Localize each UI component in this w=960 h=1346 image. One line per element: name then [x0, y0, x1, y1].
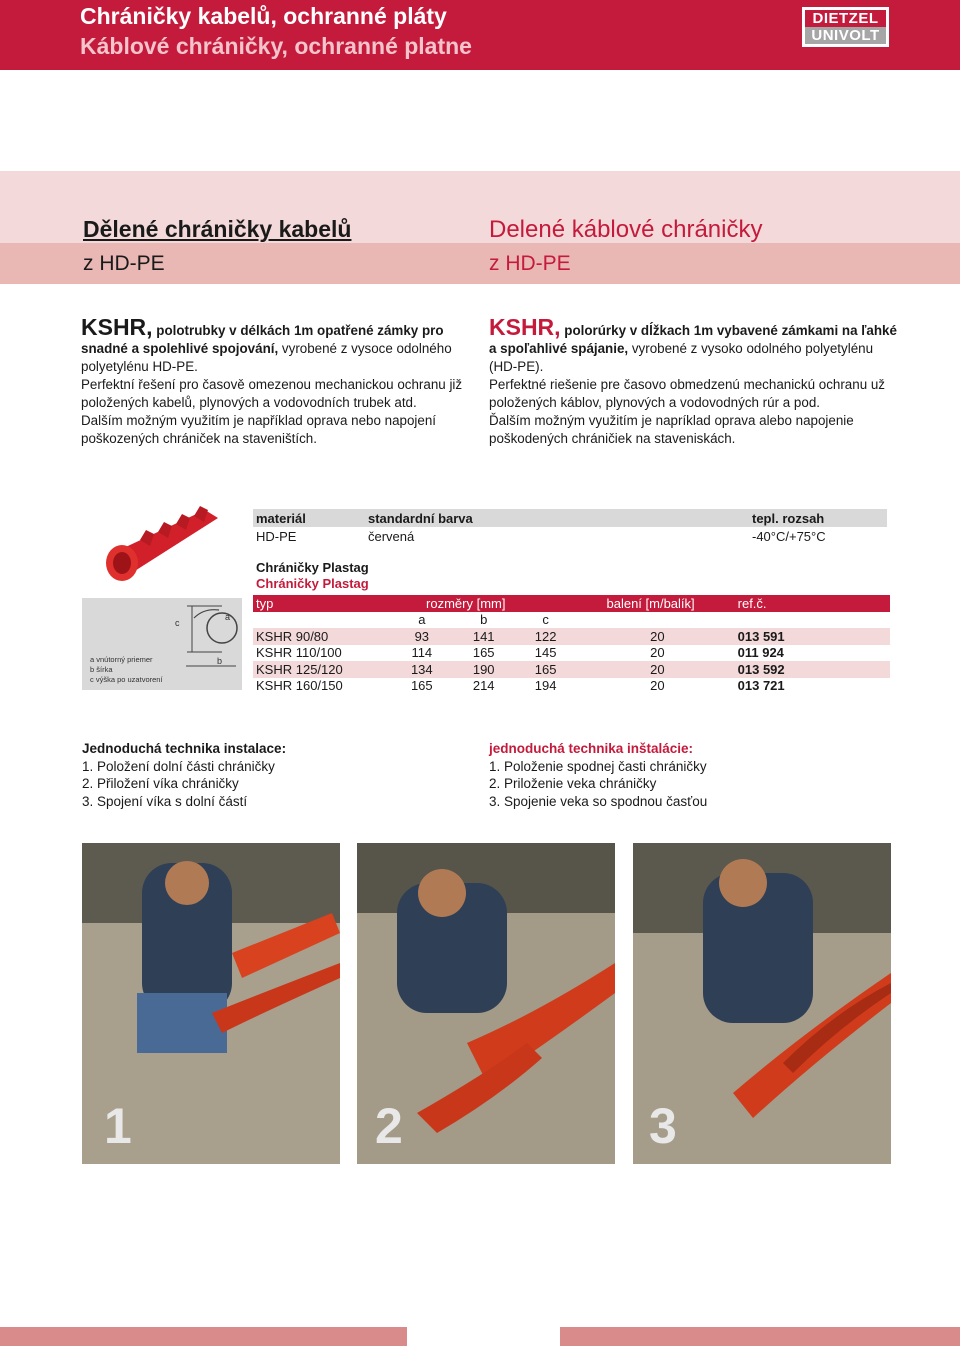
- row-ref: 013 592: [735, 661, 890, 678]
- row-pack: 20: [650, 645, 665, 661]
- row-ref: 013 591: [735, 628, 890, 645]
- header-packaging: balení [m/balík]: [579, 595, 734, 612]
- install-step: 3. Spojení víka s dolní částí: [82, 793, 248, 809]
- section-title-sk: Delené káblové chráničky: [489, 216, 763, 243]
- description-sk: [489, 314, 899, 448]
- logo-top: DIETZEL: [805, 10, 886, 27]
- install-step: 3. Spojenie veka so spodnou časťou: [489, 793, 708, 809]
- row-b: 190: [456, 661, 512, 678]
- diagram-legend-a: a vnútorný priemer: [90, 655, 153, 664]
- footer-bar-right: [560, 1327, 960, 1346]
- photo-number: 2: [375, 1098, 403, 1154]
- diagram-legend-c: c výška po uzatvorení: [90, 675, 163, 684]
- description-sk-text2: Perfektné riešenie pre časovo obmedzenú mechanickú ochranu už položených káblov, plynových a vodovodných rúr a pod.: [489, 377, 885, 410]
- footer-bar-left: [0, 1327, 407, 1346]
- row-b: 214: [472, 678, 495, 694]
- photo-3-scene: [633, 843, 891, 1164]
- row-a: 114: [411, 645, 433, 661]
- description-cz: [81, 314, 476, 448]
- product-image: [100, 492, 240, 592]
- product-table-subheader: [253, 612, 890, 629]
- color-value: červená: [368, 528, 415, 544]
- install-step: 2. Priloženie veka chráničky: [489, 776, 657, 791]
- row-c: 122: [512, 628, 580, 645]
- header-title-sk: Káblové chráničky, ochranné platne: [80, 33, 472, 59]
- install-title-sk: jednoduchá technika inštalácie:: [489, 741, 694, 756]
- install-step: 1. Položení dolní části chráničky: [82, 758, 275, 774]
- cross-section-diagram: [82, 598, 242, 690]
- dim-a: a: [418, 612, 426, 628]
- row-b: 165: [472, 645, 495, 661]
- description-cz-text1: vyrobené z vysoce odolného polyetylénu HD-PE.: [81, 341, 452, 374]
- diagram-label-b: b: [217, 656, 223, 666]
- temp-value: -40°C/+75°C: [752, 528, 826, 544]
- row-b: 141: [456, 628, 512, 645]
- plastag-title-cz: Chráničky Plastag: [256, 560, 369, 575]
- photo-2-scene: [357, 843, 615, 1164]
- cable-protector-illustration: [100, 492, 240, 592]
- row-typ: KSHR 125/120: [253, 661, 388, 678]
- table-row: [253, 628, 890, 645]
- install-title-cz: Jednoduchá technika instalace:: [82, 741, 287, 756]
- install-photo-2: [357, 843, 615, 1164]
- product-table: [253, 595, 890, 694]
- table-row: [253, 661, 890, 678]
- row-c: 194: [534, 678, 557, 694]
- cross-section-drawing: [82, 598, 242, 690]
- install-photo-1: [82, 843, 340, 1164]
- description-sk-text3: Ďalším možným využitím je napríklad oprava alebo napojenie poškodených chráničiek na staveniskách.: [489, 413, 854, 446]
- plastag-title-sk: Chráničky Plastag: [256, 576, 369, 591]
- material-table: [253, 509, 887, 545]
- row-a: 93: [388, 628, 456, 645]
- section-title-cz: Dělené chráničky kabelů: [83, 216, 352, 242]
- install-step: 1. Položenie spodnej časti chráničky: [489, 758, 707, 774]
- material-value: HD-PE: [256, 528, 297, 544]
- header-title-cz: Chráničky kabelů, ochranné pláty: [80, 3, 447, 29]
- row-pack: 20: [579, 628, 734, 645]
- row-a: 165: [410, 678, 433, 694]
- material-header-material: materiál: [256, 510, 306, 526]
- section-subtitle-sk: z HD-PE: [489, 252, 571, 275]
- install-step: 2. Přiložení víka chráničky: [82, 776, 239, 791]
- material-table-row: [253, 527, 887, 545]
- header-dimensions: rozměry [mm]: [388, 595, 579, 612]
- description-sk-text1: vyrobené z vysoko odolného polyetylénu (HD-PE).: [489, 341, 874, 374]
- logo-bottom: UNIVOLT: [805, 27, 886, 44]
- row-ref: 011 924: [737, 645, 784, 661]
- section-subtitle-cz: z HD-PE: [83, 252, 165, 275]
- dietzel-univolt-logo: [802, 7, 889, 47]
- diagram-label-a: a: [225, 612, 231, 622]
- row-typ: KSHR 160/150: [256, 678, 343, 694]
- row-pack: 20: [650, 678, 665, 694]
- dim-b: b: [480, 612, 488, 628]
- photo-1-scene: [82, 843, 340, 1164]
- header-typ: typ: [253, 595, 388, 612]
- dim-c: c: [542, 612, 549, 628]
- diagram-label-c: c: [175, 618, 180, 628]
- description-cz-lead: polotrubky v délkách 1m opatřené zámky pro snadné a spolehlivé spojování,: [81, 323, 444, 356]
- install-steps-cz: [82, 740, 462, 810]
- photo-number: 1: [104, 1098, 132, 1154]
- product-table-header: [253, 595, 890, 612]
- description-cz-code: KSHR,: [81, 314, 153, 340]
- photo-number: 3: [649, 1098, 677, 1154]
- row-pack: 20: [579, 661, 734, 678]
- install-steps-sk: [489, 740, 889, 810]
- header-ref: ref.č.: [735, 595, 890, 612]
- row-typ: KSHR 90/80: [253, 628, 388, 645]
- material-header-temp: tepl. rozsah: [752, 510, 825, 526]
- row-c: 145: [534, 645, 557, 661]
- row-ref: 013 721: [737, 678, 785, 694]
- row-a: 134: [388, 661, 456, 678]
- description-cz-text2: Perfektní řešení pro časově omezenou mechanickou ochranu již položených kabelů, plynových a vodovodních trubek atd.: [81, 377, 463, 410]
- description-sk-code: KSHR,: [489, 314, 561, 340]
- table-row: [253, 645, 890, 662]
- row-c: 165: [512, 661, 580, 678]
- row-typ: KSHR 110/100: [256, 645, 342, 661]
- material-header-color: standardní barva: [368, 510, 473, 526]
- diagram-legend-b: b šírka: [90, 665, 113, 674]
- material-table-header: [253, 509, 887, 527]
- description-sk-lead: polorúrky v dĺžkach 1m vybavené zámkami na ľahké a spoľahlivé spájanie,: [489, 323, 897, 356]
- table-row: [253, 678, 890, 695]
- install-photo-3: [633, 843, 891, 1164]
- description-cz-text3: Dalším možným využitím je například oprava nebo napojení poškozených chrániček na staveništích.: [81, 413, 437, 446]
